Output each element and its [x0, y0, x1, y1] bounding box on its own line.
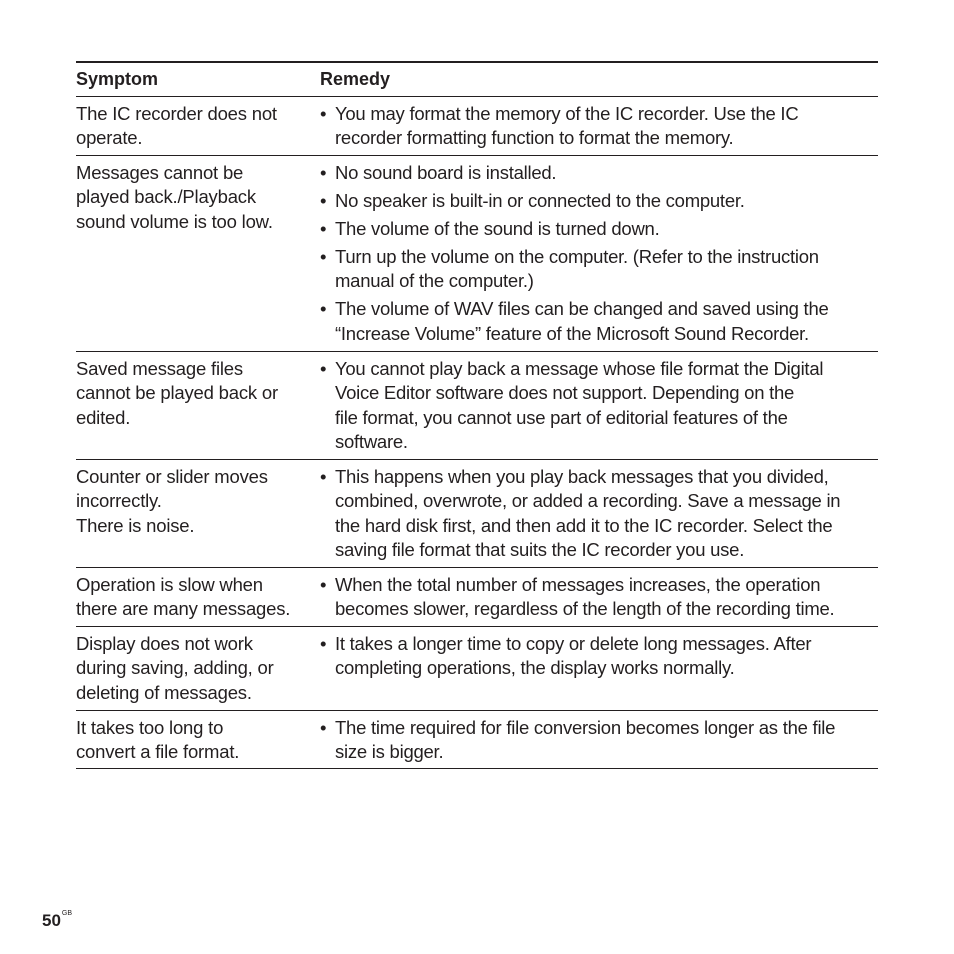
remedy-text-line: the hard disk first, and then add it to the IC recorder. Select the: [335, 514, 833, 536]
remedy-text: [335, 245, 878, 294]
remedy-bullet-item: [320, 716, 878, 765]
symptom-text: there are many messages.: [76, 598, 291, 620]
remedy-bullet-item: [320, 632, 878, 681]
bullet-icon: •: [320, 245, 327, 267]
bullet-icon: •: [320, 466, 327, 487]
remedy-text-line: “Increase Volume” feature of the Microsoft Sound Recorder.: [335, 322, 809, 344]
remedy-text-line: Turn up the volume on the computer. (Refer to the instruction: [335, 245, 819, 267]
remedy-text: [335, 357, 878, 454]
symptom-cell: [76, 465, 320, 567]
remedy-text-line: The time required for file conversion becomes longer as the file: [335, 717, 836, 738]
remedy-text-line: saving file format that suits the IC recorder you use.: [335, 538, 745, 560]
symptom-text: Saved message files: [76, 358, 243, 379]
symptom-text: The IC recorder does not: [76, 103, 277, 124]
remedy-text-line: The volume of WAV files can be changed and saved using the: [335, 298, 829, 320]
symptom-text: during saving, adding, or: [76, 657, 274, 679]
remedy-bullet-item: [320, 297, 878, 346]
remedy-text-line: No sound board is installed.: [335, 162, 557, 183]
remedy-text: [335, 102, 878, 151]
remedy-cell: [320, 716, 878, 768]
symptom-text: edited.: [76, 406, 131, 428]
table-row: [76, 97, 878, 156]
table-row: [76, 156, 878, 352]
bullet-icon: •: [320, 717, 327, 738]
table-row: [76, 568, 878, 627]
remedy-cell: [320, 357, 878, 459]
remedy-text: [335, 465, 878, 562]
remedy-bullet-item: [320, 217, 878, 241]
remedy-text-line: manual of the computer.): [335, 270, 534, 292]
symptom-text: Display does not work: [76, 633, 253, 654]
bullet-icon: •: [320, 162, 327, 183]
symptom-cell: [76, 632, 320, 710]
bullet-icon: •: [320, 217, 327, 239]
remedy-text-line: becomes slower, regardless of the length of the recording time.: [335, 598, 835, 620]
remedy-text-line: file format, you cannot use part of editorial features of the: [335, 406, 788, 428]
symptom-column-header: Symptom: [76, 69, 159, 89]
remedy-cell: [320, 573, 878, 626]
symptom-text: Counter or slider moves: [76, 466, 268, 487]
remedy-cell: [320, 465, 878, 567]
symptom-cell: [76, 102, 320, 155]
symptom-cell: [76, 161, 320, 351]
remedy-bullet-item: [320, 161, 878, 185]
remedy-text-line: It takes a longer time to copy or delete long messages. After: [335, 633, 812, 654]
remedy-bullet-item: [320, 189, 878, 213]
remedy-bullet-item: [320, 102, 878, 151]
symptom-text: Messages cannot be: [76, 162, 244, 183]
remedy-text-line: You cannot play back a message whose file format the Digital: [335, 358, 824, 379]
table-row: [76, 627, 878, 711]
symptom-text: played back./Playback: [76, 186, 256, 208]
remedy-text-line: Voice Editor software does not support. Depending on the: [335, 382, 795, 404]
remedy-text: [335, 161, 878, 185]
remedy-text-line: completing operations, the display works normally.: [335, 657, 735, 679]
remedy-bullet-item: [320, 357, 878, 454]
bullet-icon: •: [320, 633, 327, 654]
symptom-text: sound volume is too low.: [76, 210, 273, 232]
table-body: [76, 97, 878, 769]
table-header: [76, 63, 878, 97]
remedy-text-line: No speaker is built-in or connected to the computer.: [335, 189, 745, 211]
remedy-text-line: You may format the memory of the IC recorder. Use the IC: [335, 103, 799, 124]
symptom-text: convert a file format.: [76, 741, 240, 763]
bullet-icon: •: [320, 103, 327, 124]
remedy-text-line: The volume of the sound is turned down.: [335, 217, 660, 239]
bullet-icon: •: [320, 358, 327, 379]
page-number-suffix: GB: [61, 910, 73, 917]
bullet-icon: •: [320, 189, 327, 211]
remedy-text: [335, 189, 878, 213]
symptom-text: operate.: [76, 127, 143, 149]
remedy-text: [335, 716, 878, 765]
remedy-text-line: When the total number of messages increases, the operation: [335, 574, 821, 595]
remedy-text-line: software.: [335, 430, 408, 452]
table-row: [76, 711, 878, 769]
symptom-text: Operation is slow when: [76, 574, 263, 595]
symptom-cell: [76, 716, 320, 768]
remedy-cell: [320, 102, 878, 155]
remedy-text: [335, 573, 878, 622]
troubleshooting-table: [76, 61, 878, 769]
table-row: [76, 352, 878, 460]
remedy-bullet-item: [320, 245, 878, 294]
remedy-text: [335, 632, 878, 681]
remedy-bullet-item: [320, 465, 878, 562]
remedy-cell: [320, 161, 878, 351]
remedy-text: [335, 217, 878, 241]
remedy-cell: [320, 632, 878, 710]
bullet-icon: •: [320, 574, 327, 595]
remedy-text: [335, 297, 878, 346]
symptom-text: deleting of messages.: [76, 681, 252, 703]
symptom-text: It takes too long to: [76, 717, 224, 738]
remedy-text-line: combined, overwrote, or added a recording. Save a message in: [335, 490, 841, 512]
bullet-icon: •: [320, 298, 327, 320]
symptom-text: cannot be played back or: [76, 382, 278, 404]
page-number: [42, 911, 72, 931]
remedy-text-line: recorder formatting function to format the memory.: [335, 127, 734, 149]
remedy-text-line: This happens when you play back messages that you divided,: [335, 466, 829, 487]
remedy-text-line: size is bigger.: [335, 741, 444, 763]
symptom-cell: [76, 573, 320, 626]
symptom-cell: [76, 357, 320, 459]
symptom-text: incorrectly.: [76, 490, 162, 512]
remedy-bullet-item: [320, 573, 878, 622]
page-number-value: 50: [42, 911, 61, 930]
remedy-column-header: Remedy: [320, 69, 391, 89]
symptom-text: There is noise.: [76, 514, 195, 536]
table-row: [76, 460, 878, 568]
